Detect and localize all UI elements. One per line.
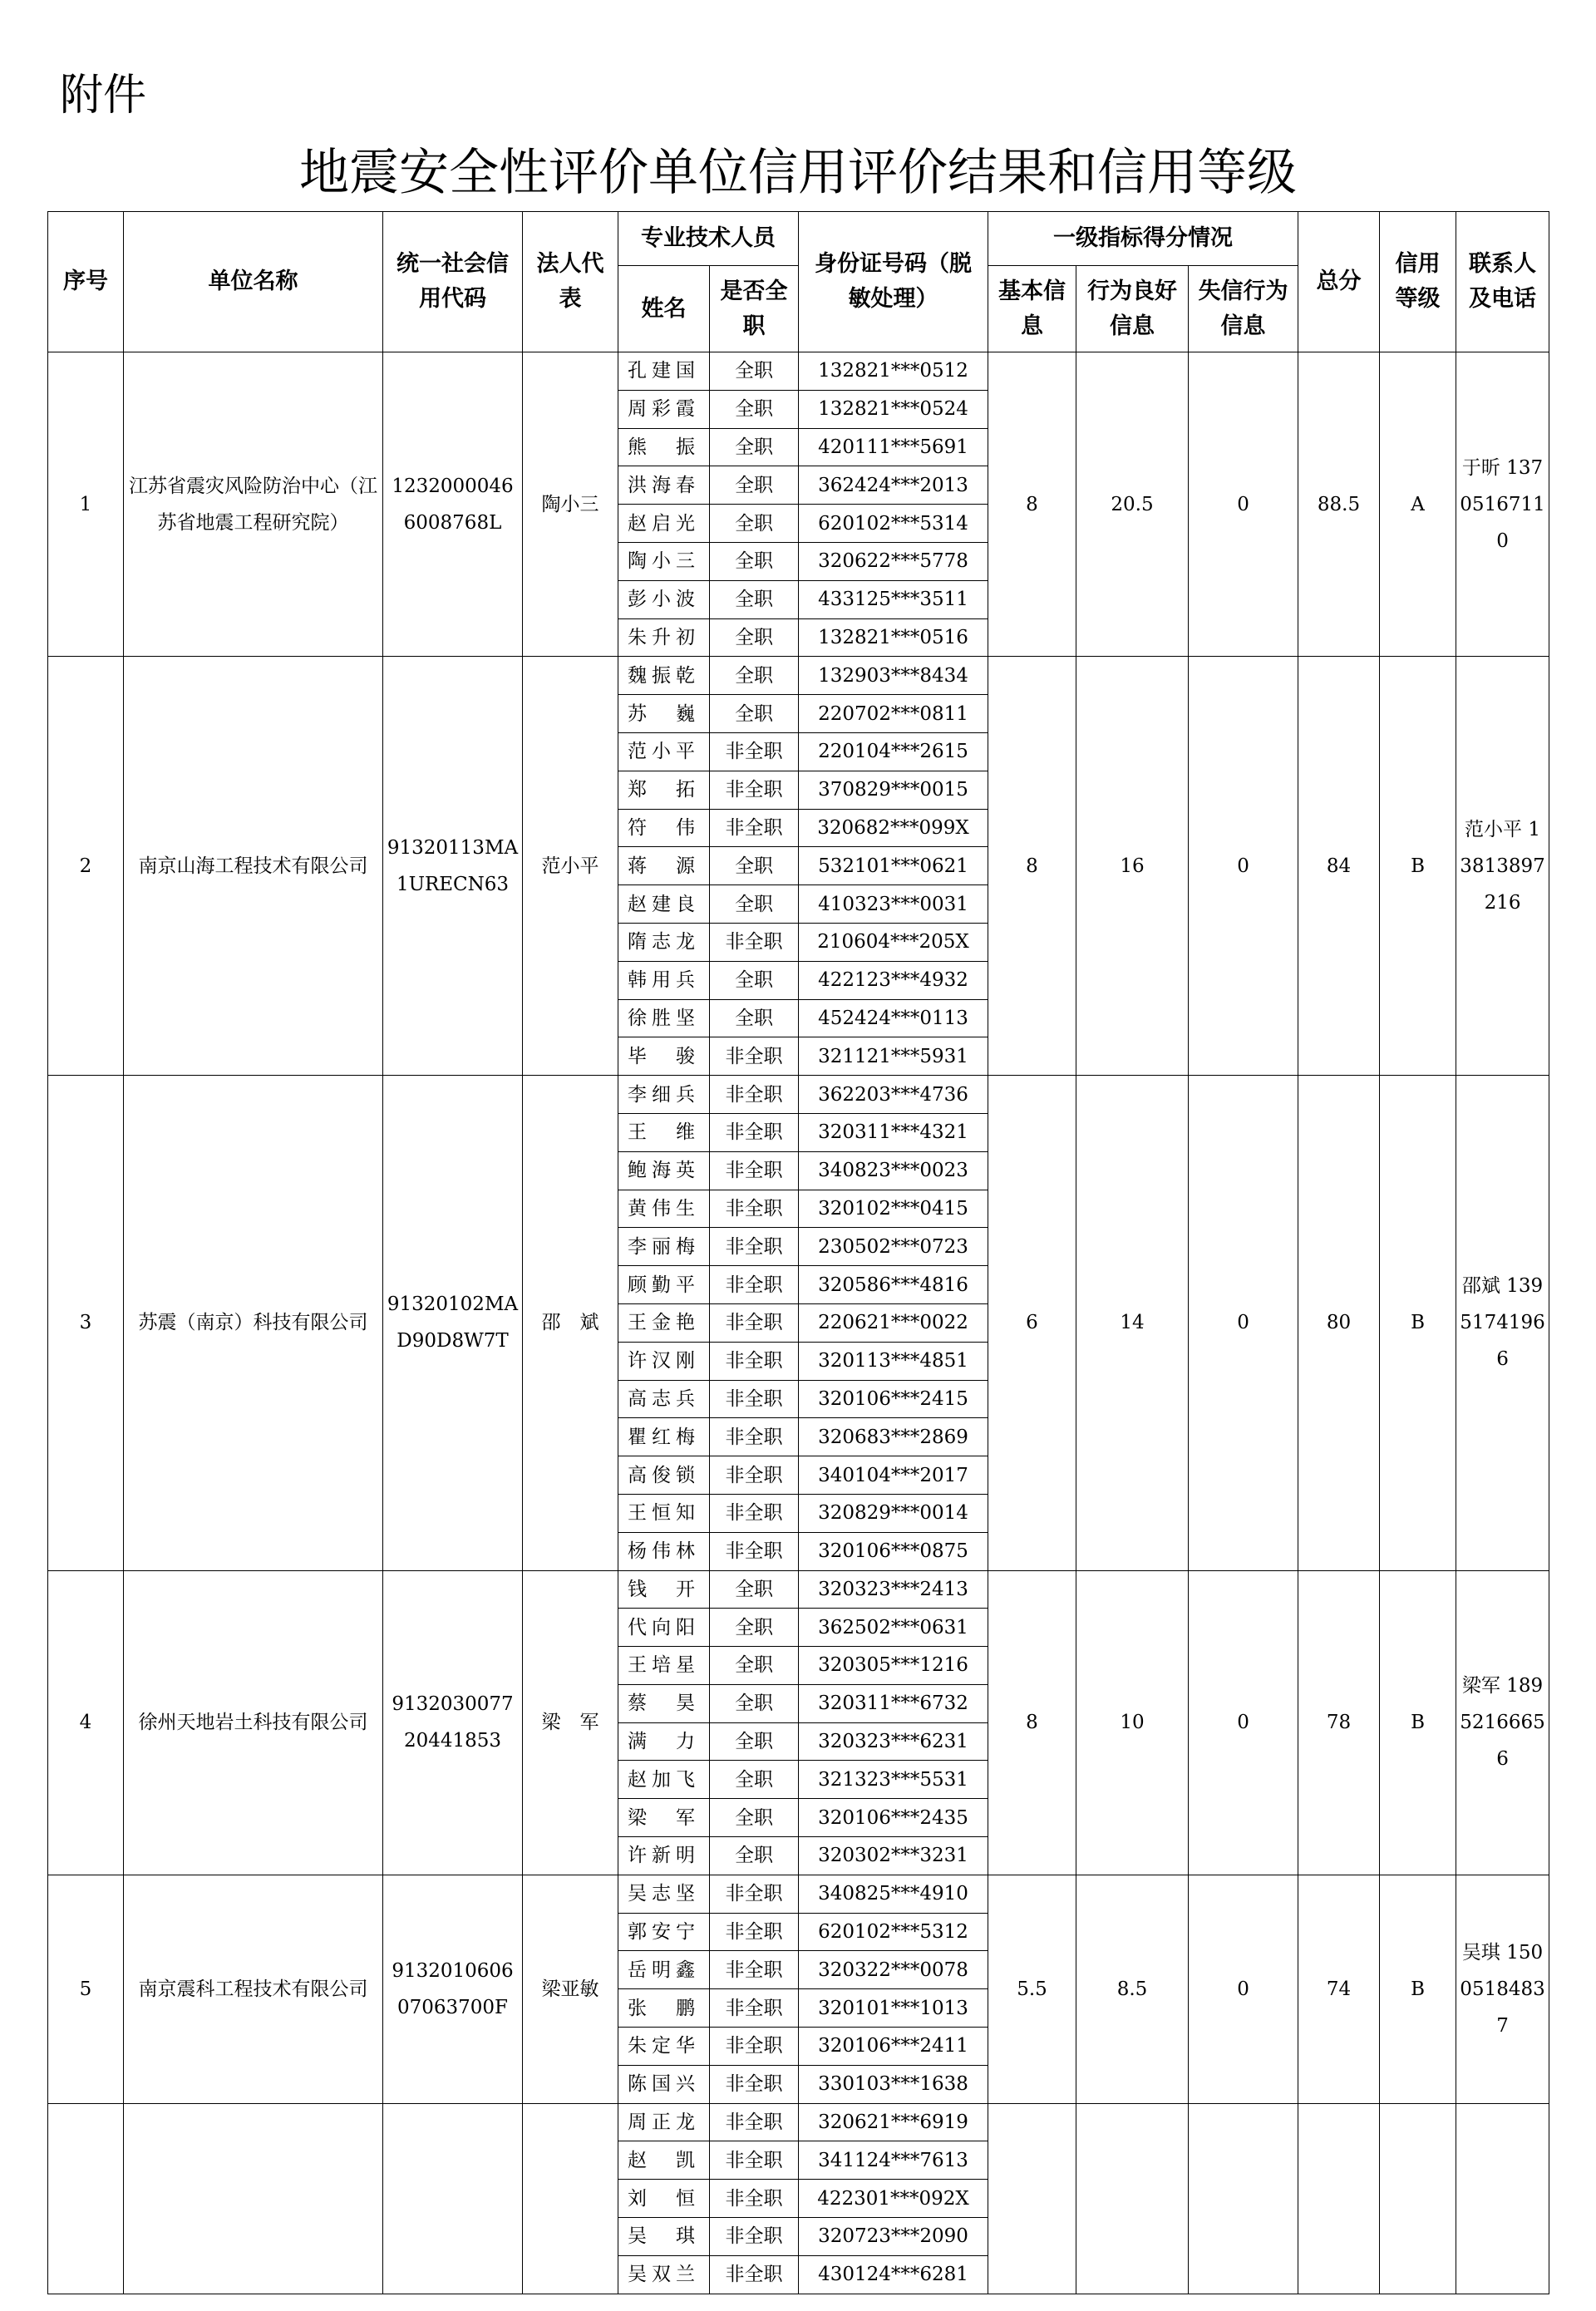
staff-id-number: 320322***0078 bbox=[799, 1951, 988, 1989]
staff-name: 刘 恒 bbox=[618, 2180, 710, 2218]
staff-id-number: 452424***0113 bbox=[799, 999, 988, 1037]
score-dishonest: 0 bbox=[1189, 1076, 1298, 1570]
score-dishonest bbox=[1189, 2103, 1298, 2294]
staff-name: 洪海春 bbox=[618, 466, 710, 505]
staff-name: 蒋 源 bbox=[618, 847, 710, 885]
staff-name: 陶小三 bbox=[618, 542, 710, 580]
staff-name: 梁 军 bbox=[618, 1799, 710, 1837]
total-score: 80 bbox=[1298, 1076, 1380, 1570]
staff-full-time: 非全职 bbox=[710, 2065, 799, 2103]
staff-full-time: 全职 bbox=[710, 1761, 799, 1799]
staff-name: 赵建良 bbox=[618, 885, 710, 924]
staff-id-number: 340823***0023 bbox=[799, 1151, 988, 1190]
staff-id-number: 320829***0014 bbox=[799, 1494, 988, 1532]
staff-name: 代向阳 bbox=[618, 1609, 710, 1647]
staff-full-time: 非全职 bbox=[710, 1151, 799, 1190]
credit-code: 91320113MA1URECN63 bbox=[383, 657, 523, 1076]
score-basic-info bbox=[988, 2103, 1076, 2294]
staff-id-number: 132821***0524 bbox=[799, 390, 988, 428]
staff-name: 钱 开 bbox=[618, 1570, 710, 1609]
staff-id-number: 320102***0415 bbox=[799, 1190, 988, 1228]
staff-name: 王 维 bbox=[618, 1113, 710, 1151]
staff-id-number: 341124***7613 bbox=[799, 2141, 988, 2180]
staff-full-time: 非全职 bbox=[710, 1418, 799, 1456]
header-staff-group: 专业技术人员 bbox=[618, 212, 799, 266]
staff-full-time: 非全职 bbox=[710, 1913, 799, 1951]
staff-full-time: 非全职 bbox=[710, 1228, 799, 1266]
staff-name: 熊 振 bbox=[618, 428, 710, 466]
staff-full-time: 全职 bbox=[710, 695, 799, 733]
staff-id-number: 320106***0875 bbox=[799, 1532, 988, 1570]
staff-id-number: 362424***2013 bbox=[799, 466, 988, 505]
staff-id-number: 620102***5314 bbox=[799, 505, 988, 543]
table-row bbox=[48, 352, 1549, 391]
score-dishonest: 0 bbox=[1189, 1875, 1298, 2103]
staff-id-number: 340825***4910 bbox=[799, 1875, 988, 1913]
staff-full-time: 全职 bbox=[710, 352, 799, 391]
staff-full-time: 非全职 bbox=[710, 2218, 799, 2256]
staff-full-time: 全职 bbox=[710, 505, 799, 543]
staff-name: 周彩霞 bbox=[618, 390, 710, 428]
staff-id-number: 220104***2615 bbox=[799, 732, 988, 771]
staff-name: 王培星 bbox=[618, 1647, 710, 1685]
header-basic-info: 基本信息 bbox=[988, 266, 1076, 352]
staff-name: 陈国兴 bbox=[618, 2065, 710, 2103]
staff-id-number: 132821***0512 bbox=[799, 352, 988, 391]
credit-code bbox=[383, 2103, 523, 2294]
staff-name: 李丽梅 bbox=[618, 1228, 710, 1266]
staff-full-time: 非全职 bbox=[710, 1951, 799, 1989]
staff-full-time: 非全职 bbox=[710, 1456, 799, 1495]
score-dishonest: 0 bbox=[1189, 352, 1298, 657]
credit-level: B bbox=[1380, 1076, 1456, 1570]
staff-full-time: 全职 bbox=[710, 542, 799, 580]
staff-id-number: 320113***4851 bbox=[799, 1342, 988, 1380]
staff-name: 吴 琪 bbox=[618, 2218, 710, 2256]
total-score: 78 bbox=[1298, 1570, 1380, 1875]
staff-id-number: 422123***4932 bbox=[799, 961, 988, 999]
credit-level: A bbox=[1380, 352, 1456, 657]
unit-name: 南京山海工程技术有限公司 bbox=[124, 657, 383, 1076]
score-basic-info: 8 bbox=[988, 657, 1076, 1076]
legal-representative bbox=[523, 2103, 618, 2294]
header-dishonest: 失信行为信息 bbox=[1189, 266, 1298, 352]
staff-name: 魏振乾 bbox=[618, 657, 710, 695]
total-score: 88.5 bbox=[1298, 352, 1380, 657]
score-basic-info: 6 bbox=[988, 1076, 1076, 1570]
header-id-number: 身份证号码（脱敏处理） bbox=[799, 212, 988, 352]
staff-id-number: 320586***4816 bbox=[799, 1266, 988, 1304]
legal-representative: 范小平 bbox=[523, 657, 618, 1076]
page-title: 地震安全性评价单位信用评价结果和信用等级 bbox=[299, 144, 1297, 202]
staff-id-number: 320723***2090 bbox=[799, 2218, 988, 2256]
staff-name: 韩用兵 bbox=[618, 961, 710, 999]
header-legal-rep: 法人代表 bbox=[523, 212, 618, 352]
staff-id-number: 430124***6281 bbox=[799, 2255, 988, 2294]
staff-full-time: 全职 bbox=[710, 1799, 799, 1837]
legal-representative: 邵 斌 bbox=[523, 1076, 618, 1570]
staff-name: 许汉刚 bbox=[618, 1342, 710, 1380]
unit-index: 2 bbox=[48, 657, 124, 1076]
staff-name: 鲍海英 bbox=[618, 1151, 710, 1190]
total-score: 84 bbox=[1298, 657, 1380, 1076]
staff-id-number: 132903***8434 bbox=[799, 657, 988, 695]
staff-full-time: 非全职 bbox=[710, 1266, 799, 1304]
score-good-behavior: 8.5 bbox=[1076, 1875, 1189, 2103]
table-row bbox=[48, 1875, 1549, 1913]
contact-person-phone: 梁军 18952166656 bbox=[1456, 1570, 1549, 1875]
staff-id-number: 321121***5931 bbox=[799, 1037, 988, 1076]
staff-full-time: 非全职 bbox=[710, 1303, 799, 1342]
credit-level: B bbox=[1380, 1875, 1456, 2103]
header-score-group: 一级指标得分情况 bbox=[988, 212, 1298, 266]
staff-name: 赵加飞 bbox=[618, 1761, 710, 1799]
staff-full-time: 全职 bbox=[710, 390, 799, 428]
staff-name: 赵 凯 bbox=[618, 2141, 710, 2180]
unit-name: 徐州天地岩土科技有限公司 bbox=[124, 1570, 383, 1875]
total-score bbox=[1298, 2103, 1380, 2294]
staff-name: 毕 骏 bbox=[618, 1037, 710, 1076]
unit-index bbox=[48, 2103, 124, 2294]
staff-name: 范小平 bbox=[618, 732, 710, 771]
staff-id-number: 320683***2869 bbox=[799, 1418, 988, 1456]
staff-id-number: 320311***6732 bbox=[799, 1684, 988, 1722]
staff-name: 赵启光 bbox=[618, 505, 710, 543]
staff-name: 满 力 bbox=[618, 1722, 710, 1761]
staff-full-time: 全职 bbox=[710, 1647, 799, 1685]
unit-index: 5 bbox=[48, 1875, 124, 2103]
header-contact: 联系人及电话 bbox=[1456, 212, 1549, 352]
staff-full-time: 全职 bbox=[710, 999, 799, 1037]
staff-name: 吴志坚 bbox=[618, 1875, 710, 1913]
legal-representative: 梁亚敏 bbox=[523, 1875, 618, 2103]
table-row bbox=[48, 1076, 1549, 1114]
score-good-behavior: 20.5 bbox=[1076, 352, 1189, 657]
header-total: 总分 bbox=[1298, 212, 1380, 352]
contact-person-phone bbox=[1456, 2103, 1549, 2294]
staff-full-time: 全职 bbox=[710, 1684, 799, 1722]
staff-full-time: 全职 bbox=[710, 1609, 799, 1647]
header-good-behavior: 行为良好信息 bbox=[1076, 266, 1189, 352]
staff-full-time: 非全职 bbox=[710, 1989, 799, 2028]
header-unit-name: 单位名称 bbox=[124, 212, 383, 352]
staff-id-number: 320106***2415 bbox=[799, 1380, 988, 1418]
staff-full-time: 全职 bbox=[710, 580, 799, 618]
staff-full-time: 非全职 bbox=[710, 1875, 799, 1913]
contact-person-phone: 邵斌 13951741966 bbox=[1456, 1076, 1549, 1570]
staff-id-number: 362203***4736 bbox=[799, 1076, 988, 1114]
staff-id-number: 230502***0723 bbox=[799, 1228, 988, 1266]
staff-full-time: 全职 bbox=[710, 847, 799, 885]
staff-full-time: 全职 bbox=[710, 1722, 799, 1761]
credit-level bbox=[1380, 2103, 1456, 2294]
staff-full-time: 非全职 bbox=[710, 2141, 799, 2180]
staff-name: 朱升初 bbox=[618, 618, 710, 657]
staff-name: 王金艳 bbox=[618, 1303, 710, 1342]
staff-full-time: 非全职 bbox=[710, 1494, 799, 1532]
staff-name: 苏 巍 bbox=[618, 695, 710, 733]
staff-full-time: 全职 bbox=[710, 885, 799, 924]
score-good-behavior: 10 bbox=[1076, 1570, 1189, 1875]
staff-id-number: 132821***0516 bbox=[799, 618, 988, 657]
staff-id-number: 330103***1638 bbox=[799, 2065, 988, 2103]
staff-name: 王恒知 bbox=[618, 1494, 710, 1532]
unit-index: 3 bbox=[48, 1076, 124, 1570]
staff-name: 高俊锁 bbox=[618, 1456, 710, 1495]
staff-full-time: 全职 bbox=[710, 618, 799, 657]
staff-id-number: 220702***0811 bbox=[799, 695, 988, 733]
credit-code: 913203007720441853 bbox=[383, 1570, 523, 1875]
staff-name: 顾勤平 bbox=[618, 1266, 710, 1304]
staff-id-number: 362502***0631 bbox=[799, 1609, 988, 1647]
legal-representative: 陶小三 bbox=[523, 352, 618, 657]
staff-name: 岳明鑫 bbox=[618, 1951, 710, 1989]
unit-index: 1 bbox=[48, 352, 124, 657]
credit-results-table bbox=[47, 211, 1549, 2294]
credit-code: 913201060607063700F bbox=[383, 1875, 523, 2103]
staff-id-number: 320323***2413 bbox=[799, 1570, 988, 1609]
staff-full-time: 非全职 bbox=[710, 1190, 799, 1228]
staff-name: 张 鹏 bbox=[618, 1989, 710, 2028]
header-staff-name: 姓名 bbox=[618, 266, 710, 352]
score-dishonest: 0 bbox=[1189, 1570, 1298, 1875]
staff-id-number: 320101***1013 bbox=[799, 1989, 988, 2028]
staff-full-time: 全职 bbox=[710, 466, 799, 505]
staff-full-time: 非全职 bbox=[710, 2255, 799, 2294]
staff-full-time: 非全职 bbox=[710, 2180, 799, 2218]
unit-name: 南京震科工程技术有限公司 bbox=[124, 1875, 383, 2103]
total-score: 74 bbox=[1298, 1875, 1380, 2103]
staff-full-time: 非全职 bbox=[710, 923, 799, 961]
score-good-behavior bbox=[1076, 2103, 1189, 2294]
staff-id-number: 320621***6919 bbox=[799, 2103, 988, 2141]
staff-id-number: 320323***6231 bbox=[799, 1722, 988, 1761]
staff-full-time: 非全职 bbox=[710, 1076, 799, 1114]
staff-name: 杨伟林 bbox=[618, 1532, 710, 1570]
contact-person-phone: 于昕 13705167110 bbox=[1456, 352, 1549, 657]
staff-name: 许新明 bbox=[618, 1837, 710, 1875]
staff-name: 郑 拓 bbox=[618, 771, 710, 809]
score-basic-info: 5.5 bbox=[988, 1875, 1076, 2103]
table-row bbox=[48, 2103, 1549, 2141]
staff-full-time: 非全职 bbox=[710, 1532, 799, 1570]
attachment-label: 附件 bbox=[60, 71, 147, 121]
staff-id-number: 320302***3231 bbox=[799, 1837, 988, 1875]
staff-full-time: 全职 bbox=[710, 428, 799, 466]
credit-code: 12320000466008768L bbox=[383, 352, 523, 657]
staff-id-number: 422301***092X bbox=[799, 2180, 988, 2218]
staff-id-number: 320305***1216 bbox=[799, 1647, 988, 1685]
staff-id-number: 340104***2017 bbox=[799, 1456, 988, 1495]
staff-id-number: 433125***3511 bbox=[799, 580, 988, 618]
staff-id-number: 320311***4321 bbox=[799, 1113, 988, 1151]
staff-name: 彭小波 bbox=[618, 580, 710, 618]
staff-name: 瞿红梅 bbox=[618, 1418, 710, 1456]
contact-person-phone: 吴琪 15005184837 bbox=[1456, 1875, 1549, 2103]
staff-full-time: 非全职 bbox=[710, 1113, 799, 1151]
score-basic-info: 8 bbox=[988, 1570, 1076, 1875]
score-good-behavior: 16 bbox=[1076, 657, 1189, 1076]
staff-id-number: 320622***5778 bbox=[799, 542, 988, 580]
staff-id-number: 410323***0031 bbox=[799, 885, 988, 924]
staff-name: 符 伟 bbox=[618, 809, 710, 847]
credit-level: B bbox=[1380, 1570, 1456, 1875]
header-full-time: 是否全职 bbox=[710, 266, 799, 352]
staff-full-time: 全职 bbox=[710, 1837, 799, 1875]
table-row bbox=[48, 657, 1549, 695]
header-index: 序号 bbox=[48, 212, 124, 352]
staff-id-number: 620102***5312 bbox=[799, 1913, 988, 1951]
staff-full-time: 全职 bbox=[710, 1570, 799, 1609]
legal-representative: 梁 军 bbox=[523, 1570, 618, 1875]
staff-name: 李细兵 bbox=[618, 1076, 710, 1114]
staff-full-time: 非全职 bbox=[710, 1342, 799, 1380]
unit-name: 苏震（南京）科技有限公司 bbox=[124, 1076, 383, 1570]
staff-id-number: 370829***0015 bbox=[799, 771, 988, 809]
credit-code: 91320102MAD90D8W7T bbox=[383, 1076, 523, 1570]
score-dishonest: 0 bbox=[1189, 657, 1298, 1076]
staff-full-time: 非全职 bbox=[710, 2103, 799, 2141]
staff-id-number: 320106***2435 bbox=[799, 1799, 988, 1837]
score-good-behavior: 14 bbox=[1076, 1076, 1189, 1570]
staff-full-time: 非全职 bbox=[710, 809, 799, 847]
staff-id-number: 532101***0621 bbox=[799, 847, 988, 885]
staff-full-time: 非全职 bbox=[710, 1037, 799, 1076]
staff-name: 朱定华 bbox=[618, 2028, 710, 2066]
staff-id-number: 320106***2411 bbox=[799, 2028, 988, 2066]
staff-full-time: 非全职 bbox=[710, 1380, 799, 1418]
staff-full-time: 全职 bbox=[710, 657, 799, 695]
unit-name bbox=[124, 2103, 383, 2294]
staff-id-number: 320682***099X bbox=[799, 809, 988, 847]
score-basic-info: 8 bbox=[988, 352, 1076, 657]
staff-full-time: 非全职 bbox=[710, 732, 799, 771]
staff-id-number: 220621***0022 bbox=[799, 1303, 988, 1342]
staff-name: 郭安宁 bbox=[618, 1913, 710, 1951]
staff-name: 黄伟生 bbox=[618, 1190, 710, 1228]
staff-id-number: 420111***5691 bbox=[799, 428, 988, 466]
staff-full-time: 非全职 bbox=[710, 2028, 799, 2066]
unit-name: 江苏省震灾风险防治中心（江苏省地震工程研究院） bbox=[124, 352, 383, 657]
credit-level: B bbox=[1380, 657, 1456, 1076]
contact-person-phone: 范小平 13813897216 bbox=[1456, 657, 1549, 1076]
staff-name: 孔建国 bbox=[618, 352, 710, 391]
staff-id-number: 321323***5531 bbox=[799, 1761, 988, 1799]
staff-name: 周正龙 bbox=[618, 2103, 710, 2141]
staff-name: 蔡 昊 bbox=[618, 1684, 710, 1722]
staff-name: 徐胜坚 bbox=[618, 999, 710, 1037]
staff-full-time: 非全职 bbox=[710, 771, 799, 809]
header-credit-level: 信用等级 bbox=[1380, 212, 1456, 352]
staff-name: 隋志龙 bbox=[618, 923, 710, 961]
unit-index: 4 bbox=[48, 1570, 124, 1875]
staff-name: 高志兵 bbox=[618, 1380, 710, 1418]
table-row bbox=[48, 1570, 1549, 1609]
header-credit-code: 统一社会信用代码 bbox=[383, 212, 523, 352]
staff-name: 吴双兰 bbox=[618, 2255, 710, 2294]
staff-full-time: 全职 bbox=[710, 961, 799, 999]
staff-id-number: 210604***205X bbox=[799, 923, 988, 961]
